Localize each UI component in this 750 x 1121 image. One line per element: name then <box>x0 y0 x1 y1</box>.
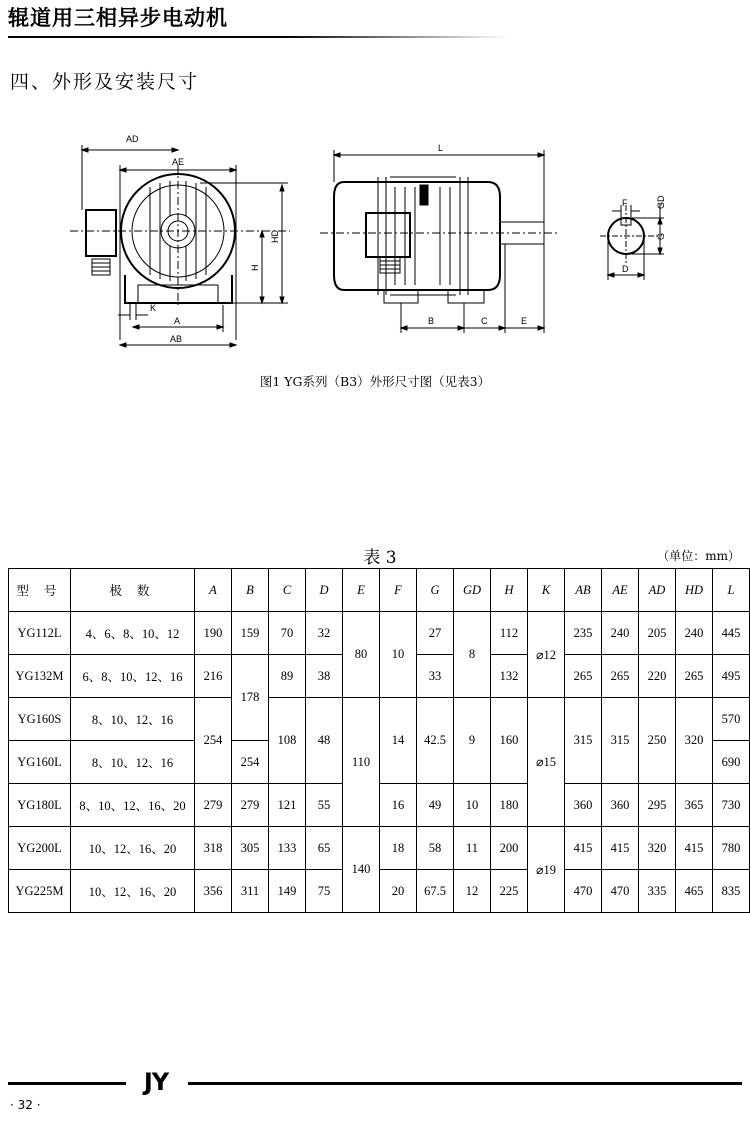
page-number: · 32 · <box>10 1098 41 1112</box>
cell-l: 835 <box>713 870 750 913</box>
cell-poles: 8、10、12、16、20 <box>71 784 195 827</box>
cell-gd: 11 <box>454 827 491 870</box>
cell-l: 690 <box>713 741 750 784</box>
cell-b: 254 <box>232 741 269 784</box>
figure-caption: 图1 YG系列（B3）外形尺寸图（见表3） <box>259 374 491 389</box>
side-view <box>320 150 560 333</box>
cell-a: 190 <box>195 612 232 655</box>
label-gd: GD <box>656 195 666 209</box>
cell-hd: 320 <box>676 698 713 784</box>
cell-g: 67.5 <box>417 870 454 913</box>
header-a: A <box>195 569 232 612</box>
cell-gd: 9 <box>454 698 491 784</box>
cell-ad: 335 <box>639 870 676 913</box>
cell-d: 48 <box>306 698 343 784</box>
cell-b: 178 <box>232 655 269 741</box>
cell-k: ⌀19 <box>528 827 565 913</box>
cell-poles: 4、6、8、10、12 <box>71 612 195 655</box>
label-hd: HD <box>270 230 280 243</box>
table-row <box>9 612 750 655</box>
cell-hd: 465 <box>676 870 713 913</box>
cell-f: 20 <box>380 870 417 913</box>
cell-h: 132 <box>491 655 528 698</box>
cell-k: ⌀12 <box>528 612 565 698</box>
cell-d: 75 <box>306 870 343 913</box>
label-g: G <box>656 232 666 240</box>
cell-h: 200 <box>491 827 528 870</box>
cell-poles: 8、10、12、16 <box>71 698 195 741</box>
header-l: L <box>713 569 750 612</box>
cell-b: 279 <box>232 784 269 827</box>
label-e: E <box>521 316 528 326</box>
table-row <box>9 784 750 827</box>
cell-gd: 12 <box>454 870 491 913</box>
cell-f: 18 <box>380 827 417 870</box>
cell-f: 10 <box>380 612 417 698</box>
cell-l: 570 <box>713 698 750 741</box>
label-d: D <box>622 264 629 274</box>
cell-f: 16 <box>380 784 417 827</box>
cell-c: 108 <box>269 698 306 784</box>
cell-ab: 360 <box>565 784 602 827</box>
cell-l: 730 <box>713 784 750 827</box>
cell-l: 780 <box>713 827 750 870</box>
label-c: C <box>481 316 488 326</box>
cell-a: 356 <box>195 870 232 913</box>
cell-ab: 415 <box>565 827 602 870</box>
cell-ab: 265 <box>565 655 602 698</box>
label-ad: AD <box>126 134 139 144</box>
cell-c: 149 <box>269 870 306 913</box>
cell-gd: 10 <box>454 784 491 827</box>
cell-a: 318 <box>195 827 232 870</box>
label-a: A <box>174 316 181 326</box>
label-ae: AE <box>172 157 185 167</box>
cell-g: 49 <box>417 784 454 827</box>
cell-ad: 250 <box>639 698 676 784</box>
cell-g: 42.5 <box>417 698 454 784</box>
cell-a: 279 <box>195 784 232 827</box>
cell-h: 180 <box>491 784 528 827</box>
header-f: F <box>380 569 417 612</box>
unit-note: （单位：mm） <box>657 549 740 563</box>
cell-ab: 235 <box>565 612 602 655</box>
cell-e: 110 <box>343 698 380 827</box>
cell-gd: 8 <box>454 612 491 698</box>
cell-ad: 320 <box>639 827 676 870</box>
section-heading: 四、外形及安装尺寸 <box>10 71 200 93</box>
header-g: G <box>417 569 454 612</box>
dimension-table <box>8 568 750 913</box>
cell-ae: 315 <box>602 698 639 784</box>
cell-poles: 8、10、12、16 <box>71 741 195 784</box>
cell-ae: 415 <box>602 827 639 870</box>
cell-l: 445 <box>713 612 750 655</box>
cell-d: 55 <box>306 784 343 827</box>
cell-hd: 415 <box>676 827 713 870</box>
table-row <box>9 698 750 741</box>
cell-ad: 220 <box>639 655 676 698</box>
cell-ab: 470 <box>565 870 602 913</box>
cell-model: YG180L <box>9 784 71 827</box>
header-gd: GD <box>454 569 491 612</box>
label-k: K <box>150 303 157 313</box>
cell-ae: 360 <box>602 784 639 827</box>
footer-rule-left <box>8 1082 126 1085</box>
cell-poles: 10、12、16、20 <box>71 870 195 913</box>
cell-model: YG132M <box>9 655 71 698</box>
cell-k: ⌀15 <box>528 698 565 827</box>
cell-e: 80 <box>343 612 380 698</box>
cell-poles: 10、12、16、20 <box>71 827 195 870</box>
cell-h: 160 <box>491 698 528 784</box>
header-c: C <box>269 569 306 612</box>
cell-ab: 315 <box>565 698 602 784</box>
footer-rule-right <box>188 1082 742 1085</box>
cell-b: 305 <box>232 827 269 870</box>
cell-hd: 265 <box>676 655 713 698</box>
table-row <box>9 827 750 870</box>
label-ab: AB <box>170 334 183 344</box>
cell-poles: 6、8、10、12、16 <box>71 655 195 698</box>
cell-d: 65 <box>306 827 343 870</box>
cell-h: 225 <box>491 870 528 913</box>
cell-c: 133 <box>269 827 306 870</box>
page-header-title: 辊道用三相异步电动机 <box>8 6 228 30</box>
cell-model: YG225M <box>9 870 71 913</box>
header-h: H <box>491 569 528 612</box>
cell-d: 32 <box>306 612 343 655</box>
header-k: K <box>528 569 565 612</box>
table-row <box>9 870 750 913</box>
header-hd: HD <box>676 569 713 612</box>
cell-h: 112 <box>491 612 528 655</box>
cell-ae: 265 <box>602 655 639 698</box>
footer-logo: JY <box>143 1068 169 1096</box>
cell-c: 70 <box>269 612 306 655</box>
cell-ae: 470 <box>602 870 639 913</box>
cell-f: 14 <box>380 698 417 784</box>
cell-g: 58 <box>417 827 454 870</box>
header-rule <box>8 36 508 38</box>
header-b: B <box>232 569 269 612</box>
cell-model: YG160L <box>9 741 71 784</box>
header-ad: AD <box>639 569 676 612</box>
cell-ae: 240 <box>602 612 639 655</box>
header-e: E <box>343 569 380 612</box>
cell-hd: 240 <box>676 612 713 655</box>
label-b: B <box>428 316 435 326</box>
table-title: 表 3 <box>363 548 397 568</box>
cell-e: 140 <box>343 827 380 913</box>
cell-g: 27 <box>417 612 454 655</box>
label-l: L <box>438 143 444 153</box>
cell-g: 33 <box>417 655 454 698</box>
cell-a: 254 <box>195 698 232 784</box>
header-d: D <box>306 569 343 612</box>
cell-model: YG200L <box>9 827 71 870</box>
cell-model: YG160S <box>9 698 71 741</box>
cell-l: 495 <box>713 655 750 698</box>
header-ab: AB <box>565 569 602 612</box>
cell-a: 216 <box>195 655 232 698</box>
shaft-section <box>600 203 664 280</box>
cell-ad: 295 <box>639 784 676 827</box>
cell-c: 121 <box>269 784 306 827</box>
cell-ad: 205 <box>639 612 676 655</box>
dimension-drawing <box>0 125 750 365</box>
cell-c: 89 <box>269 655 306 698</box>
table-header-row <box>9 569 750 612</box>
header-model: 型 号 <box>9 569 71 612</box>
header-poles: 极 数 <box>71 569 195 612</box>
cell-b: 159 <box>232 612 269 655</box>
label-h: H <box>250 264 260 271</box>
label-f: F <box>622 198 628 208</box>
cell-hd: 365 <box>676 784 713 827</box>
cell-model: YG112L <box>9 612 71 655</box>
cell-b: 311 <box>232 870 269 913</box>
cell-d: 38 <box>306 655 343 698</box>
header-ae: AE <box>602 569 639 612</box>
